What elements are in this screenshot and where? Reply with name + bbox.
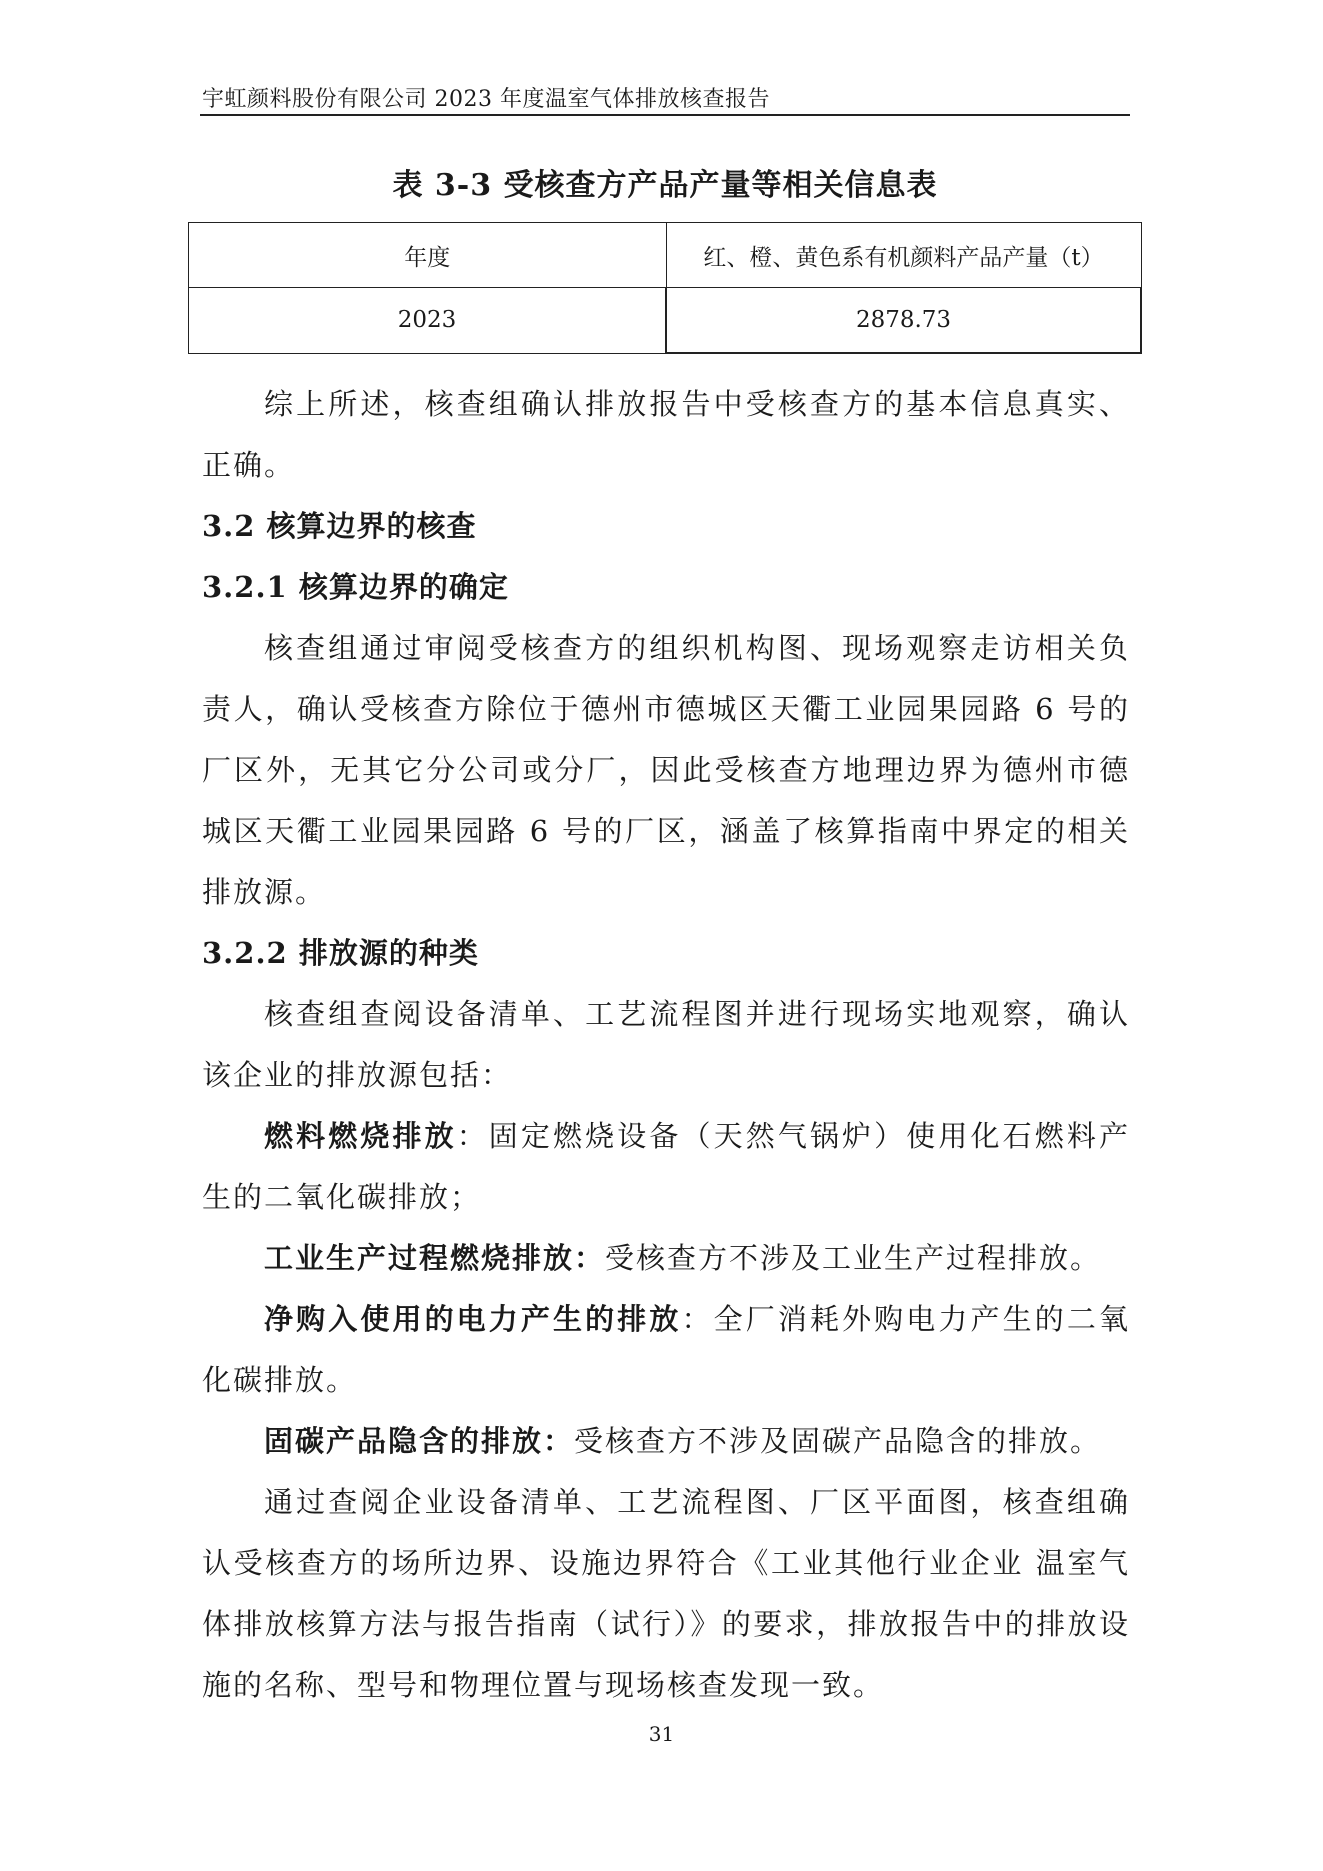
section-heading-3-2-2: 3.2.2 排放源的种类 (202, 936, 479, 970)
production-table (188, 222, 1142, 354)
carbon-product-paragraph (202, 1411, 1130, 1472)
electricity-emission-text: ：全厂消耗外购电力产生的二氧化碳排放。 (202, 1302, 1130, 1397)
sources-paragraph: 核查组查阅设备清单、工艺流程图并进行现场实地观察，确认该企业的排放源包括： (202, 997, 1130, 1092)
header-divider (200, 114, 1130, 116)
document-body (202, 374, 1130, 1716)
cell-year: 2023 (189, 288, 667, 354)
carbon-product-label: 固碳产品隐含的排放： (264, 1424, 575, 1458)
fuel-emission-text: ：固定燃烧设备（天然气锅炉）使用化石燃料产生的二氧化碳排放； (202, 1119, 1130, 1214)
page-number: 31 (648, 1722, 675, 1746)
conclusion-paragraph: 通过查阅企业设备清单、工艺流程图、厂区平面图，核查组确认受核查方的场所边界、设施边界符合《工业其他行业企业 温室气体排放核算方法与报告指南（试行）》的要求，排放报告中的排放设施的名称、型号和物理位置与现场核查发现一致。 (202, 1485, 1130, 1702)
column-header-output: 红、橙、黄色系有机颜料产品产量（t） (666, 223, 1141, 288)
process-emission-label: 工业生产过程燃烧排放： (264, 1241, 606, 1275)
section-heading-3-2: 3.2 核算边界的核查 (202, 509, 477, 543)
carbon-product-text: 受核查方不涉及固碳产品隐含的排放。 (574, 1424, 1102, 1458)
electricity-emission-label: 净购入使用的电力产生的排放 (264, 1302, 682, 1336)
cell-output: 2878.73 (666, 288, 1141, 354)
table-header-row (189, 223, 1142, 288)
table-title: 表 3-3 受核查方产品产量等相关信息表 (392, 168, 938, 203)
boundary-paragraph: 核查组通过审阅受核查方的组织机构图、现场观察走访相关负责人，确认受核查方除位于德州市德城区天衢工业园果园路 6 号的厂区外，无其它分公司或分厂，因此受核查方地理边界为德州市德城区天衢工业园果园路 6 号的厂区，涵盖了核算指南中界定的相关排放源。 (202, 631, 1130, 909)
column-header-year: 年度 (189, 223, 667, 288)
process-emission-text: 受核查方不涉及工业生产过程排放。 (605, 1241, 1102, 1275)
process-emission-paragraph (202, 1228, 1130, 1289)
header-title: 宇虹颜料股份有限公司 2023 年度温室气体排放核查报告 (202, 87, 770, 112)
fuel-emission-paragraph (202, 1106, 1130, 1228)
summary-paragraph: 综上所述，核查组确认排放报告中受核查方的基本信息真实、正确。 (202, 387, 1130, 482)
fuel-emission-label: 燃料燃烧排放 (264, 1119, 457, 1153)
section-heading-3-2-1: 3.2.1 核算边界的确定 (202, 570, 509, 604)
table-row (189, 288, 1142, 354)
electricity-emission-paragraph (202, 1289, 1130, 1411)
